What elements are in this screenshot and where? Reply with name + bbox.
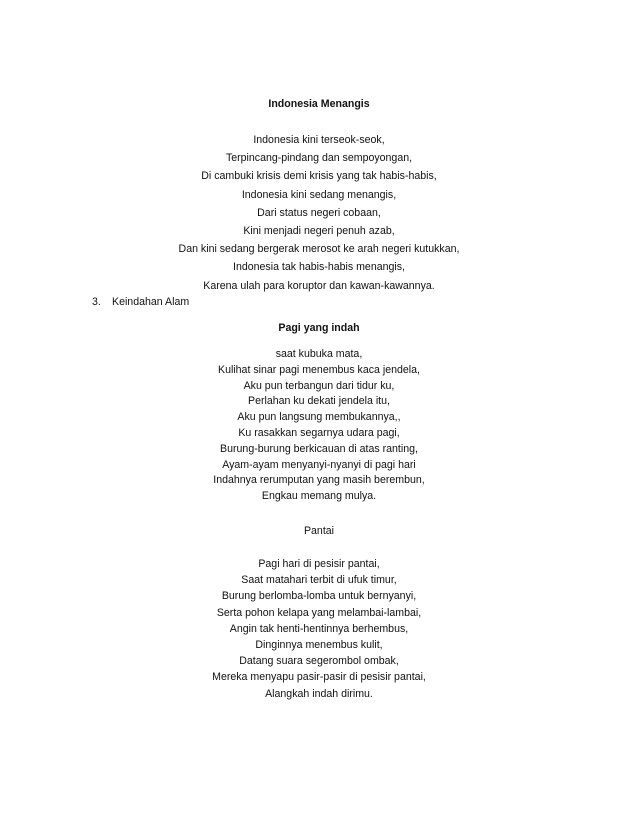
poem-line: Ku rasakkan segarnya udara pagi, [238,426,400,439]
poem-line: Dan kini sedang bergerak merosot ke arah negeri kutukkan, [178,243,460,256]
poem-line: Ayam-ayam menyanyi-nyanyi di pagi hari [222,458,416,471]
poem-line: Dari status negeri cobaan, [257,206,381,219]
poem-line: Kini menjadi negeri penuh azab, [243,225,395,238]
poem-line: Aku pun langsung membukannya,, [237,411,401,424]
poem-title-indonesia-menangis: Indonesia Menangis [268,98,370,110]
poem-line: Alangkah indah dirimu. [265,687,373,700]
poem-line: Indonesia kini sedang menangis, [241,188,397,201]
poem-line: Engkau memang mulya. [261,490,377,503]
poem-line: Karena ulah para koruptor dan kawan-kawannya. [203,279,435,292]
poem-line: Burung-burung berkicauan di atas ranting, [220,442,418,455]
section-label: Keindahan Alam [112,296,190,308]
section-heading-keindahan-alam [92,295,189,309]
poem-line: Aku pun terbangun dari tidur ku, [243,379,395,392]
poem-line: Indonesia kini terseok-seok, [253,134,385,146]
poem-line: saat kubuka mata, [275,348,363,360]
poem-line: Di cambuki krisis demi krisis yang tak habis-habis, [201,170,437,183]
poem-pantai [0,556,638,702]
poem-line: Terpincang-pindang dan sempoyongan, [225,152,413,165]
poem-line: Mereka menyapu pasir-pasir di pesisir pantai, [212,671,426,684]
poem-line: Datang suara segerombol ombak, [239,655,399,668]
poem-line: Saat matahari terbit di ufuk timur, [241,574,397,587]
section-number: 3. [92,296,101,308]
poem-title-pantai: Pantai [303,525,335,537]
poem-line: Serta pohon kelapa yang melambai-lambai, [216,606,422,619]
poem-line: Angin tak henti-hentinnya berhembus, [229,622,409,635]
poem-pagi-yang-indah [0,347,638,505]
poem-indonesia-menangis [0,131,638,295]
poem-line: Pagi hari di pesisir pantai, [258,558,380,570]
poem-line: Perlahan ku dekati jendela itu, [248,395,390,408]
poem-line: Indahnya rerumputan yang masih berembun, [213,474,425,487]
poem-title-pagi-yang-indah: Pagi yang indah [278,322,360,334]
poem-line: Indonesia tak habis-habis menangis, [233,261,405,274]
poem-line: Dinginnya menembus kulit, [255,639,383,652]
poem-line: Burung berlomba-lomba untuk bernyanyi, [221,590,417,603]
poem-line: Kulihat sinar pagi menembus kaca jendela, [218,363,420,376]
